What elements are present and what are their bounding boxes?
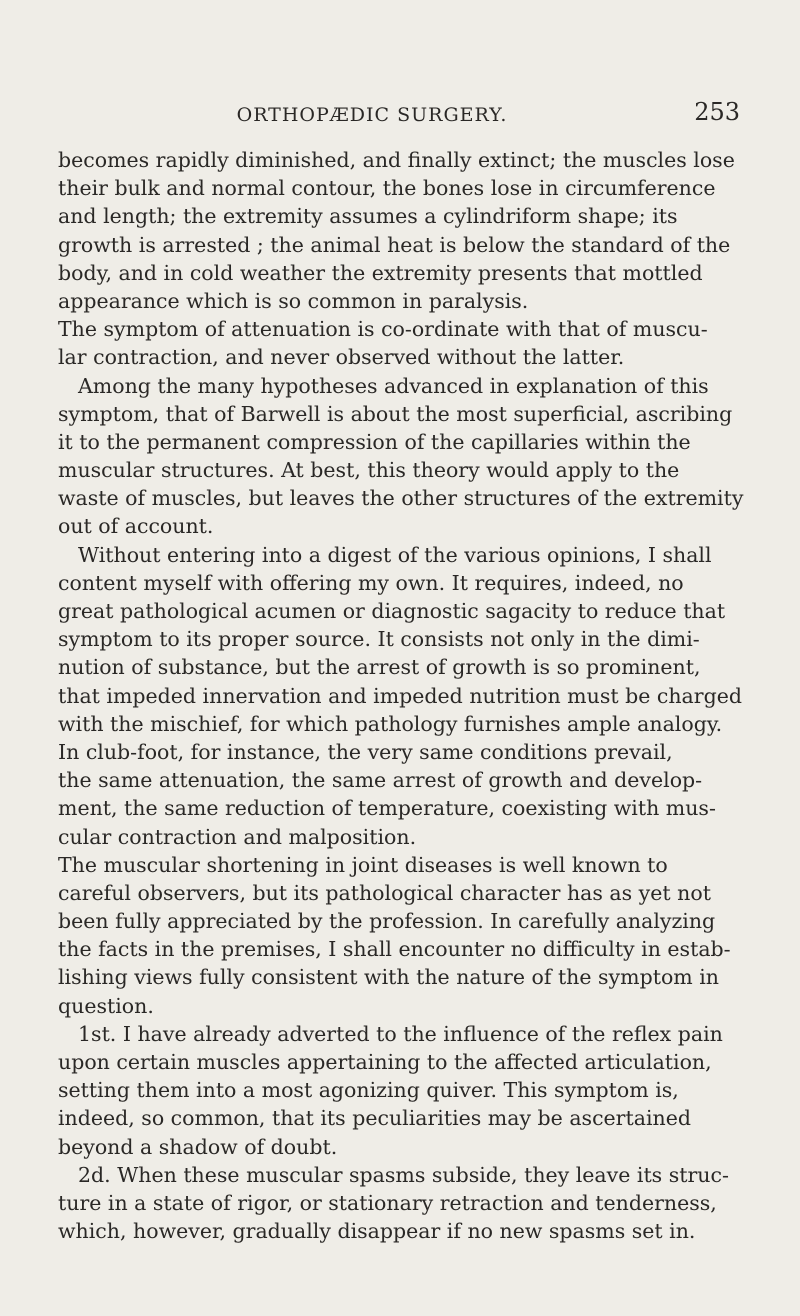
text-line: it to the permanent compression of the capillaries within the xyxy=(58,429,691,454)
text-line: great pathological acumen or diagnostic sagacity to reduce that xyxy=(58,599,726,623)
text-line: Among the many hypotheses advanced in explanation of this xyxy=(78,373,709,398)
text-line: lar contraction, and never observed without the latter. xyxy=(58,345,625,370)
text-line: content myself with offering my own. It requires, indeed, no xyxy=(58,570,684,595)
text-line: their bulk and normal contour, the bones lose in circumference xyxy=(58,176,716,201)
text-line: In club-foot, for instance, the very same conditions prevail, xyxy=(58,739,673,764)
text-line: question. xyxy=(58,993,154,1018)
text-line: symptom, that of Barwell is about the most superficial, ascribing xyxy=(58,401,733,426)
text-line: 1st. I have already adverted to the influence of the reflex pain xyxy=(78,1021,723,1046)
text-line: which, however, gradually disappear if no new spasms set in. xyxy=(58,1219,696,1244)
text-line: ture in a state of rigor, or stationary retraction and tenderness, xyxy=(58,1190,717,1215)
page-number: 253 xyxy=(694,98,740,126)
text-line: beyond a shadow of doubt. xyxy=(58,1134,338,1159)
text-line: careful observers, but its pathological character has as yet not xyxy=(58,880,711,905)
text-line: 2d. When these muscular spasms subside, they leave its struc- xyxy=(78,1162,729,1187)
text-line: The symptom of attenuation is co-ordinate with that of muscu- xyxy=(58,317,708,342)
text-line: upon certain muscles appertaining to the affected articulation, xyxy=(58,1050,712,1074)
text-line: and length; the extremity assumes a cylindriform shape; its xyxy=(58,204,678,229)
text-line: indeed, so common, that its peculiarities may be ascertained xyxy=(58,1106,691,1131)
text-line: the same attenuation, the same arrest of growth and develop- xyxy=(58,768,703,793)
text-line: appearance which is so common in paralysis. xyxy=(58,288,529,313)
text-line: body, and in cold weather the extremity presents that mottled xyxy=(58,260,703,285)
text-line: growth is arrested ; the animal heat is below the standard of the xyxy=(58,232,731,257)
text-line: lishing views fully consistent with the nature of the symptom in xyxy=(58,965,719,990)
text-line: Without entering into a digest of the various opinions, I shall xyxy=(78,542,712,567)
running-title: ORTHOPÆDIC SURGERY. xyxy=(236,104,508,126)
text-line: waste of muscles, but leaves the other structures of the extremity xyxy=(58,486,744,511)
text-line: that impeded innervation and impeded nutrition must be charged xyxy=(58,683,742,708)
text-line: setting them into a most agonizing quiver. This symptom is, xyxy=(58,1078,679,1103)
text-line: muscular structures. At best, this theory would apply to the xyxy=(58,458,680,483)
text-line: becomes rapidly diminished, and finally extinct; the muscles lose xyxy=(58,148,735,172)
text-line: The muscular shortening in joint diseases is well known to xyxy=(58,852,668,877)
page-header xyxy=(0,96,800,136)
text-line: symptom to its proper source. It consists not only in the dimi- xyxy=(58,627,700,652)
text-line: ment, the same reduction of temperature, coexisting with mus- xyxy=(58,796,716,821)
body-text xyxy=(58,146,770,1245)
text-line: the facts in the premises, I shall encounter no difficulty in estab- xyxy=(58,937,731,962)
text-line: with the mischief, for which pathology furnishes ample analogy. xyxy=(58,711,723,736)
text-line: cular contraction and malposition. xyxy=(58,824,417,849)
text-line: nution of substance, but the arrest of growth is so prominent, xyxy=(58,655,701,680)
text-line: been fully appreciated by the profession. In carefully analyzing xyxy=(58,909,716,934)
text-line: out of account. xyxy=(58,514,214,539)
